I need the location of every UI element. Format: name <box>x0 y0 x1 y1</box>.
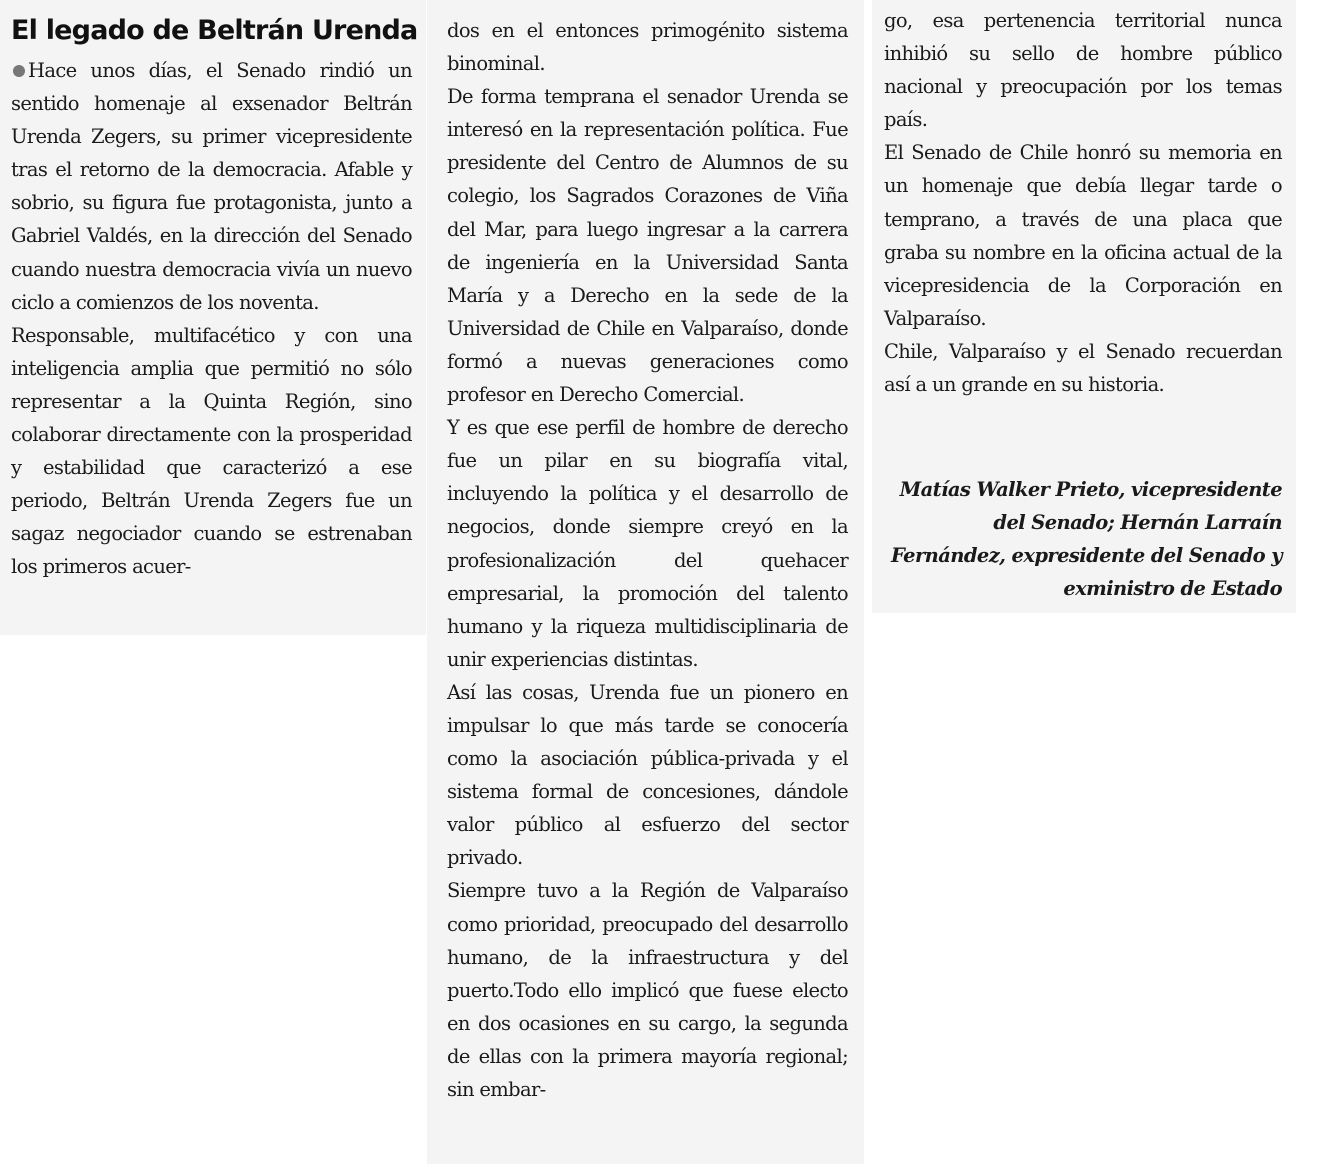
article-paragraph: De forma temprana el senador Urenda se interesó en la representación política. Fue presidente del Centro de Alumnos de su colegio, los Sagrados Corazones de Viña del Mar, para luego ingresar a la carrera de ingeniería en la Universidad Santa María y a Derecho en la sede de la Universidad de Chile en Valparaíso, donde formó a nuevas generaciones como profesor en Derecho Comercial. <box>447 85 848 407</box>
article-headline: El legado de Beltrán Urenda <box>11 15 418 46</box>
author-signature: Matías Walker Prieto, vicepresidente del Senado; Hernán Larraín Fernández, expresidente del Senado y exministro de Estado <box>891 478 1282 601</box>
article-paragraph: Y es que ese perfil de hombre de derecho fue un pilar en su biografía vital, incluyendo la política y el desarrollo de negocios, donde siempre creyó en la profesionalización del quehacer empresarial, la promoción del talento humano y la riqueza multidisciplinaria de unir experiencias distintas. <box>447 416 848 671</box>
bullet-icon <box>13 65 25 77</box>
article-paragraph: Siempre tuvo a la Región de Valparaíso como prioridad, preocupado del desarrollo humano, de la infraestructura y del puerto.Todo ello implicó que fuese electo en dos ocasiones en su cargo, la segunda de ellas con la primera mayoría regional; sin embar- <box>447 879 848 1101</box>
article-column-1 <box>0 0 426 635</box>
article-paragraph: go, esa pertenencia territorial nunca inhibió su sello de hombre público nacional y preocupación por los temas país. <box>884 9 1282 132</box>
article-paragraph <box>11 54 412 319</box>
article-column-3 <box>872 0 1296 613</box>
article-paragraph: Así las cosas, Urenda fue un pionero en impulsar lo que más tarde se conocería como la asociación pública-privada y el sistema formal de concesiones, dándole valor público al esfuerzo del sector privado. <box>447 680 848 870</box>
article-paragraph: El Senado de Chile honró su memoria en un homenaje que debía llegar tarde o temprano, a través de una placa que graba su nombre en la oficina actual de la vicepresidencia de la Corporación en Valparaíso. <box>884 141 1282 330</box>
article-paragraph: Responsable, multifacético y con una inteligencia amplia que permitió no sólo representar a la Quinta Región, sino colaborar directamente con la prosperidad y estabilidad que caracterizó a ese periodo, Beltrán Urenda Zegers fue un sagaz negociador cuando se estrenaban los primeros acuer- <box>11 323 412 579</box>
article-paragraph: dos en el entonces primogénito sistema binominal. <box>447 19 848 76</box>
paragraph-text: Hace unos días, el Senado rindió un sentido homenaje al exsenador Beltrán Urenda Zegers, su primer vicepresidente tras el retorno de la democracia. Afable y sobrio, su figura fue protagonista, junto a Gabriel Valdés, en la dirección del Senado cuando nuestra democracia vivía un nuevo ciclo a comienzos de los noventa. <box>11 59 412 314</box>
article-column-2 <box>426 0 864 1164</box>
article-paragraph: Chile, Valparaíso y el Senado recuerdan así a un grande en su historia. <box>884 339 1282 397</box>
